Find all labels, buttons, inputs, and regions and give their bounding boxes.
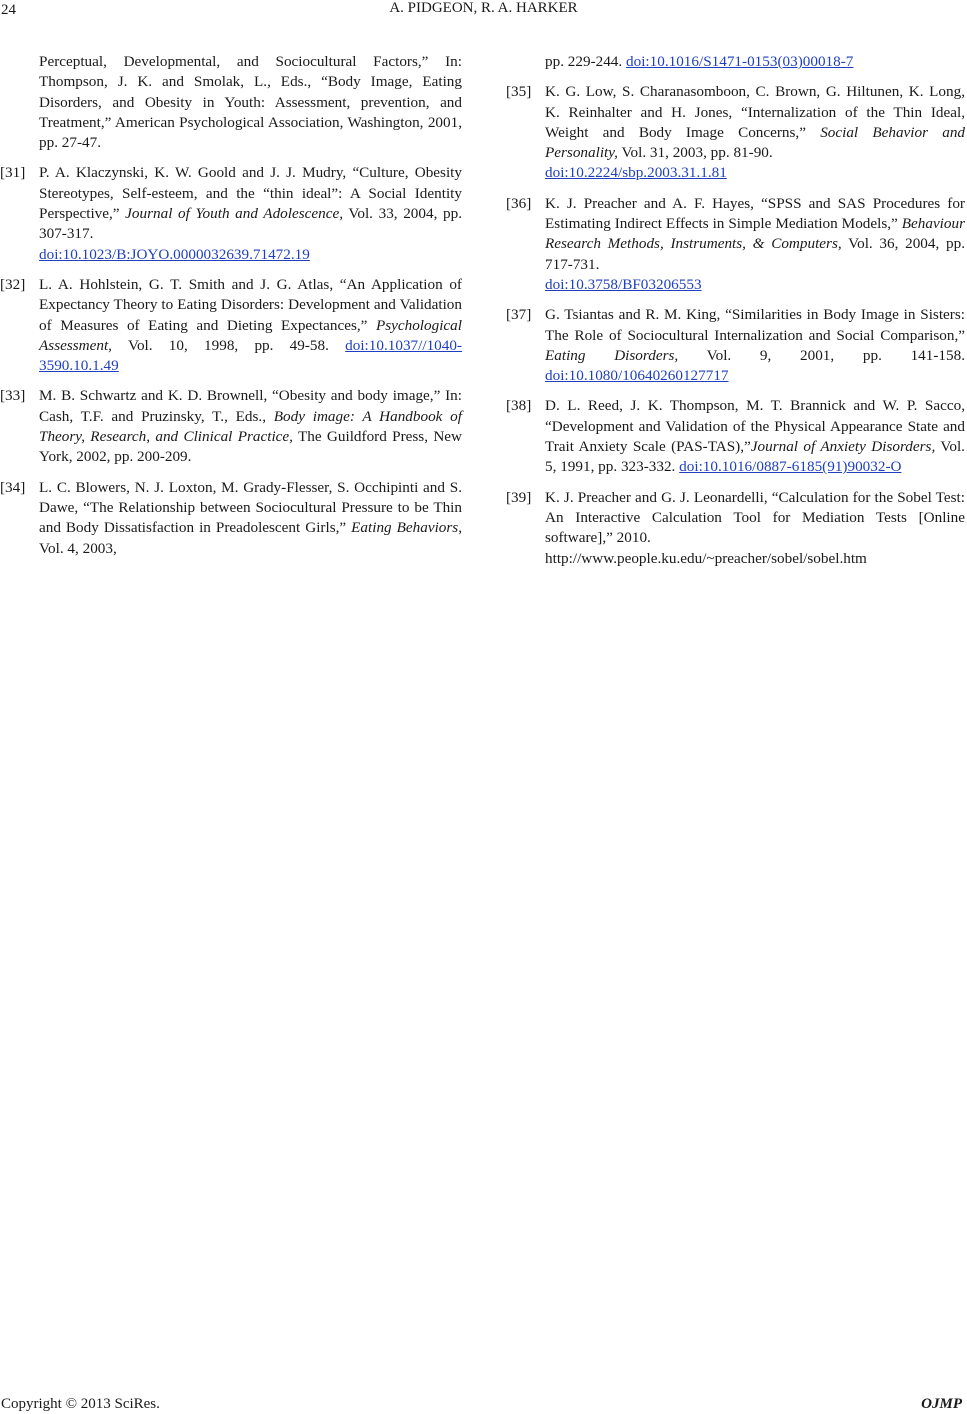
reference-authors-title: G. Tsiantas and R. M. King, “Similarities in Body Image in Sisters: The Role of Sociocultural Internalization and Social Comparison,” xyxy=(545,306,965,344)
reference-authors-title: D. L. Reed, J. K. Thompson, M. T. Brannick and W. P. Sacco, “Development and Validation of the Physical Appearance State and Trait Anxiety Scale (PAS-TAS),” xyxy=(545,397,965,456)
reference-text: Perceptual, Developmental, and Sociocultural Factors,” In: Thompson, J. K. and Smolak, L., Eds., “Body Image, Eating Disorders, and Obesity in Youth: Assessment, prevention, and Treatment,” American Psychological Association, Washington, 2001, pp. 27-47. xyxy=(39,53,462,152)
reference-authors-title: K. J. Preacher and A. F. Hayes, “SPSS and SAS Procedures for Estimating Indirect Effects in Simple Mediation Models,” xyxy=(545,194,965,233)
reference-details: Vol. 33, 2004, pp. 307-317. xyxy=(39,205,462,243)
reference-text: pp. 229-244. xyxy=(545,53,626,70)
reference-details: Vol. 10, 1998, pp. 49-58. xyxy=(111,336,346,354)
reference-journal: Journal of Youth and Adolescence, xyxy=(125,205,343,223)
reference-journal: Psychological Assessment, xyxy=(39,316,462,354)
reference-journal: Body image: A Handbook of Theory, Research, and Clinical Practice, xyxy=(39,407,462,446)
reference-url[interactable]: http://www.people.ku.edu/~preacher/sobel/sobel.htm xyxy=(545,549,867,567)
reference-continuation xyxy=(506,52,965,72)
reference-details: Vol. 5, 1991, pp. 323-332. xyxy=(545,438,965,476)
running-head: A. PIDGEON, R. A. HARKER xyxy=(389,0,578,16)
reference-36 xyxy=(506,194,965,295)
reference-number: [36] xyxy=(506,194,532,212)
reference-37 xyxy=(506,305,965,386)
doi-link[interactable]: doi:10.1037//1040-3590.10.1.49 xyxy=(39,336,462,375)
reference-number: [32] xyxy=(0,275,26,293)
reference-details: The Guildford Press, New York, 2002, pp. 200-209. xyxy=(39,428,462,466)
left-column xyxy=(0,52,462,569)
reference-38 xyxy=(506,396,965,477)
reference-number: [34] xyxy=(0,478,26,496)
reference-number: [39] xyxy=(506,488,532,506)
reference-journal: Journal of Anxiety Disorders, xyxy=(750,438,936,456)
reference-journal: Social Behavior and Personality, xyxy=(545,123,966,162)
reference-journal: Eating Behaviors xyxy=(351,519,459,537)
reference-31 xyxy=(0,163,462,264)
reference-number: [31] xyxy=(0,164,26,182)
doi-link[interactable]: doi:10.1016/S1471-0153(03)00018-7 xyxy=(626,53,854,70)
reference-details: Vol. 9, 2001, pp. 141-158. xyxy=(678,346,965,364)
reference-authors-title: M. B. Schwartz and K. D. Brownell, “Obesity and body image,” In: Cash, T.F. and Pruzinsky, T., Eds., xyxy=(39,387,462,425)
reference-journal: Behaviour Research Methods, Instruments, & Computers, xyxy=(545,215,965,253)
reference-journal: Eating Disorders, xyxy=(545,346,679,364)
doi-link[interactable]: doi:10.1016/0887-6185(91)90032-O xyxy=(679,458,902,476)
reference-number: [33] xyxy=(0,387,26,405)
reference-32 xyxy=(0,275,462,376)
reference-details: , Vol. 4, 2003, xyxy=(39,519,463,557)
doi-link[interactable]: doi:10.2224/sbp.2003.31.1.81 xyxy=(545,164,727,182)
footer-copyright: Copyright © 2013 SciRes. xyxy=(1,1396,160,1412)
reference-33 xyxy=(0,386,462,467)
reference-number: [37] xyxy=(506,306,532,324)
reference-details: Vol. 36, 2004, pp. 717-731. xyxy=(545,235,965,273)
reference-35 xyxy=(506,82,965,183)
right-column xyxy=(506,52,965,579)
page-number: 24 xyxy=(1,2,16,18)
reference-details: Vol. 31, 2003, pp. 81-90. xyxy=(617,144,773,162)
reference-authors-title: L. A. Hohlstein, G. T. Smith and J. G. Atlas, “An Application of Expectancy Theory to Eating Disorders: Development and Validation of Measures of Eating and Dieting Expectances,” xyxy=(39,275,462,334)
reference-authors-title: K. J. Preacher and G. J. Leonardelli, “Calculation for the Sobel Test: An Interactive Calculation Tool for Mediation Tests [Online software],” 2010. xyxy=(545,488,965,547)
reference-34 xyxy=(0,478,462,559)
doi-link[interactable]: doi:10.1023/B:JOYO.0000032639.71472.19 xyxy=(39,245,310,263)
reference-number: [35] xyxy=(506,83,532,101)
reference-authors-title: L. C. Blowers, N. J. Loxton, M. Grady-Flesser, S. Occhipinti and S. Dawe, “The Relationship between Sociocultural Pressure to be Thin and Body Dissatisfaction in Preadolescent Girls,” xyxy=(39,478,462,537)
reference-39 xyxy=(506,488,965,569)
doi-link[interactable]: doi:10.1080/10640260127717 xyxy=(545,367,729,385)
reference-number: [38] xyxy=(506,397,532,415)
doi-link[interactable]: doi:10.3758/BF03206553 xyxy=(545,275,702,293)
reference-continuation xyxy=(0,52,462,153)
footer-journal: OJMP xyxy=(921,1396,962,1412)
reference-authors-title: P. A. Klaczynski, K. W. Goold and J. J. Mudry, “Culture, Obesity Stereotypes, Self-esteem, and the “thin ideal”: A Social Identity Perspective,” xyxy=(39,164,462,223)
reference-authors-title: K. G. Low, S. Charanasomboon, C. Brown, G. Hiltunen, K. Long, K. Reinhalter and H. Jones, “Internalization of the Thin Ideal, Weight and Body Image Concerns,” xyxy=(545,83,965,141)
